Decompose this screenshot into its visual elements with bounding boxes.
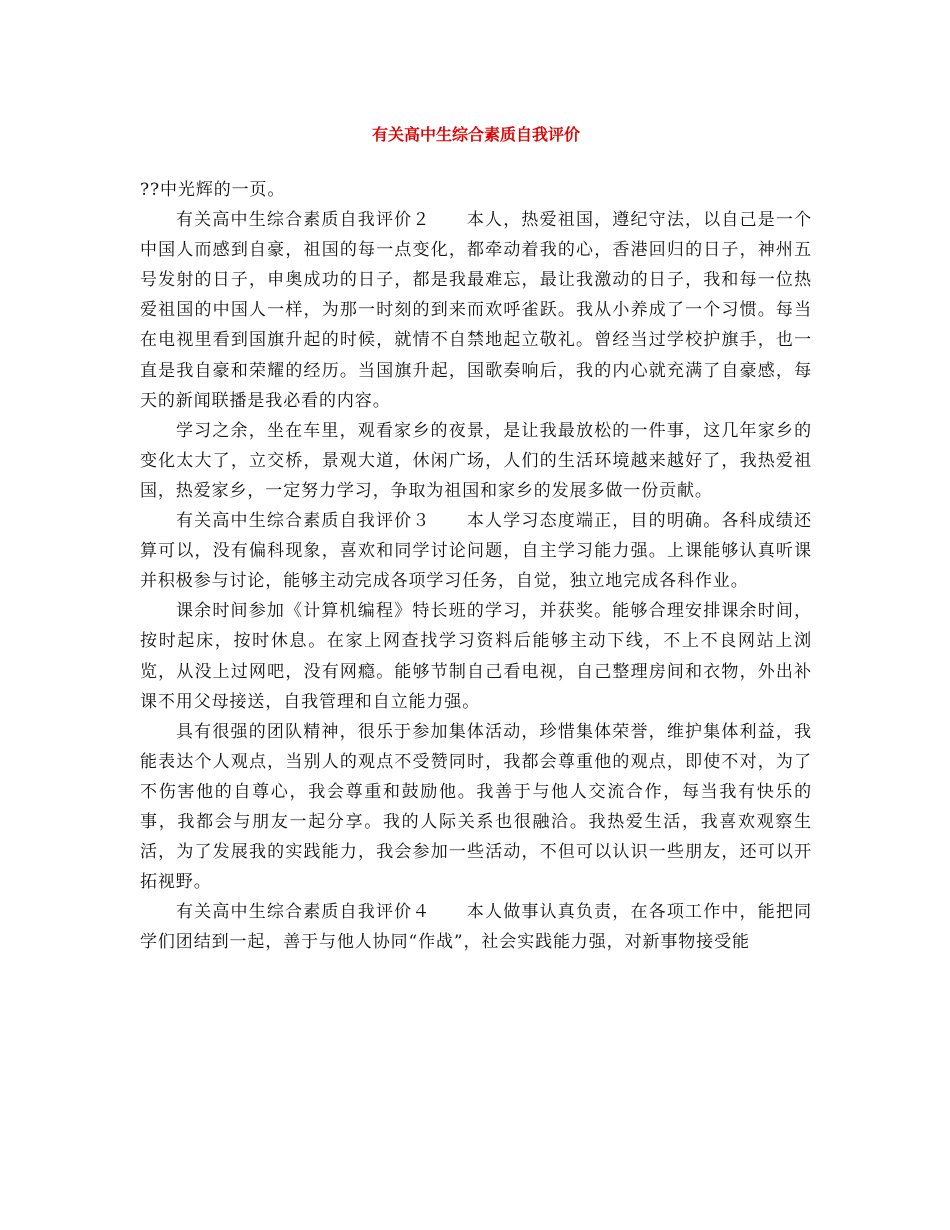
paragraph-2: 有关高中生综合素质自我评价２ 本人，热爱祖国，遵纪守法，以自己是一个中国人而感到自豪，祖国的每一点变化，都牵动着我的心，香港回归的日子，神州五号发射的日子，申奥成功的日子，都是我最难忘，最让我激动的日子，我和每一位热爱祖国的中国人一样，为那一时刻的到来而欢呼雀跃。我从小养成了一个习惯。每当在电视里看到国旗升起的时候，就情不自禁地起立敬礼。曾经当过学校护旗手，也一直是我自豪和荣耀的经历。当国旗升起，国歌奏响后，我的内心就充满了自豪感，每天的新闻联播是我必看的内容。 [140, 210, 812, 411]
paragraph-3: 学习之余，坐在车里，观看家乡的夜景，是让我最放松的一件事，这几年家乡的变化太大了，立交桥，景观大道，休闲广场，人们的生活环境越来越好了，我热爱祖国，热爱家乡，一定努力学习，争取为祖国和家乡的发展多做一份贡献。 [140, 420, 812, 501]
document-body [140, 175, 812, 957]
paragraph-7: 有关高中生综合素质自我评价４ 本人做事认真负责，在各项工作中，能把同学们团结到一起，善于与他人协同“作战”，社会实践能力强，对新事物接受能 [140, 902, 812, 953]
paragraph-6: 具有很强的团队精神，很乐于参加集体活动，珍惜集体荣誉，维护集体利益，我能表达个人观点，当别人的观点不受赞同时，我都会尊重他的观点，即使不对，为了不伤害他的自尊心，我会尊重和鼓励他。我善于与他人交流合作，每当我有快乐的事，我都会与朋友一起分享。我的人际关系也很融洽。我热爱生活，我喜欢观察生活，为了发展我的实践能力，我会参加一些活动，不但可以认识一些朋友，还可以开拓视野。 [140, 721, 812, 893]
paragraph-4: 有关高中生综合素质自我评价３ 本人学习态度端正，目的明确。各科成绩还算可以，没有偏科现象，喜欢和同学讨论问题，自主学习能力强。上课能够认真听课并积极参与讨论，能够主动完成各项学习任务，自觉，独立地完成各科作业。 [140, 511, 812, 592]
document-page [140, 0, 812, 957]
document-title: 有关高中生综合素质自我评价 [371, 125, 580, 144]
paragraph-1: ??中光辉的一页。 [140, 180, 286, 200]
paragraph-5: 课余时间参加《计算机编程》特长班的学习，并获奖。能够合理安排课余时间，按时起床，按时休息。在家上网查找学习资料后能够主动下线，不上不良网站上浏览，从没上过网吧，没有网瘾。能够节制自己看电视，自己整理房间和衣物，外出补课不用父母接送，自我管理和自立能力强。 [140, 601, 812, 712]
